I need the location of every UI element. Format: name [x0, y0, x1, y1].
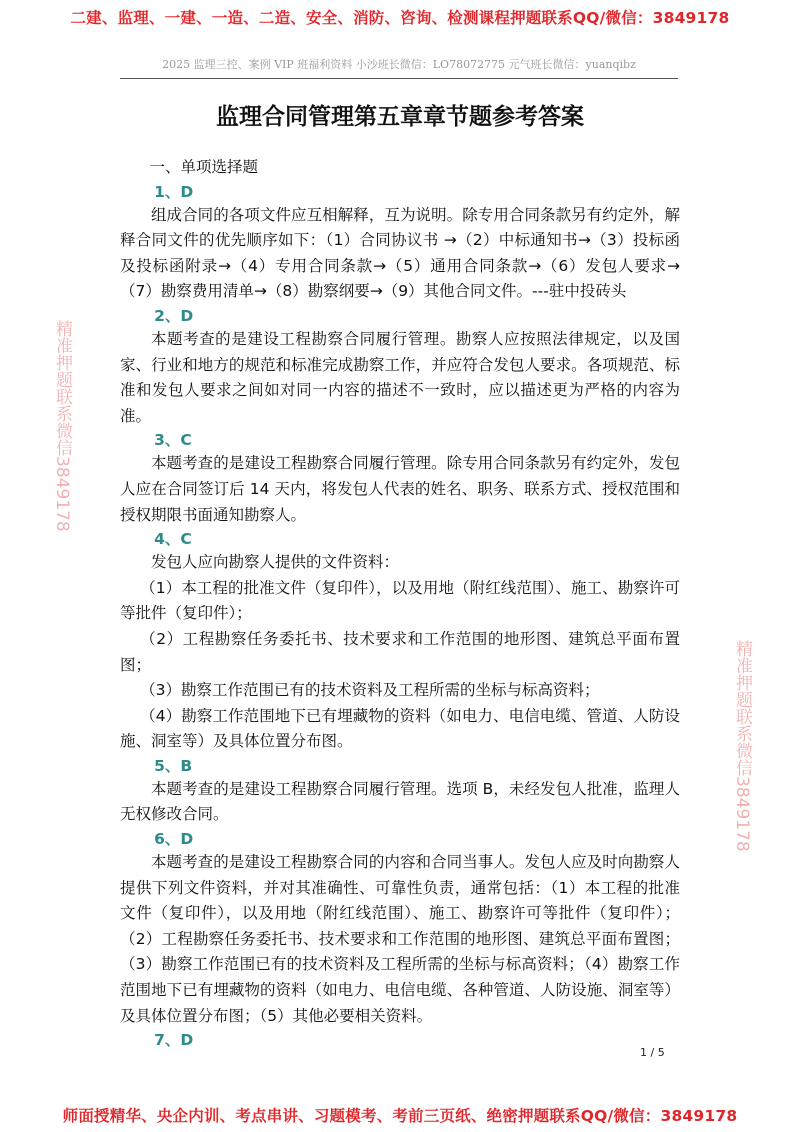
document-body	[120, 155, 680, 1051]
explanation: 本题考查的是建设工程勘察合同履行管理。勘察人应按照法律规定，以及国家、行业和地方的规范和标准完成勘察工作，并应符合发包人要求。各项规范、标准和发包人要求之间如对同一内容的描述不一致时，应以描述更为严格的内容为准。	[120, 329, 680, 425]
answer-label: 3、C	[154, 431, 192, 450]
bottom-banner: 师面授精华、央企内训、考点串讲、习题模考、考前三页纸、绝密押题联系QQ/微信：3849178	[62, 1107, 738, 1125]
list-item: （1）本工程的批准文件（复印件），以及用地（附红线范围）、施工、勘察许可等批件（复印件）；	[120, 578, 680, 623]
explanation: 发包人应向勘察人提供的文件资料：	[151, 553, 400, 572]
explanation: 组成合同的各项文件应互相解释，互为说明。除专用合同条款另有约定外，解释合同文件的优先顺序如下：（1）合同协议书 →（2）中标通知书→（3）投标函及投标函附录→（4）专用合同条款→（5）通用合同条款→（6）发包人要求→（7）勘察费用清单→（8）勘察纲要→（9）其他合同文件。---驻中投砖头	[120, 205, 680, 301]
answer-label: 7、D	[154, 1031, 194, 1050]
watermark: 精准押题联系微信3849178	[52, 320, 72, 532]
answer-label: 1、D	[154, 182, 194, 201]
explanation: 本题考查的是建设工程勘察合同履行管理。除专用合同条款另有约定外，发包人应在合同签订后 14 天内，将发包人代表的姓名、职务、联系方式、授权范围和授权期限书面通知勘察人。	[120, 454, 680, 524]
top-banner: 二建、监理、一建、一造、二造、安全、消防、咨询、检测课程押题联系QQ/微信：3849178	[70, 9, 730, 27]
list-item: （3）勘察工作范围已有的技术资料及工程所需的坐标与标高资料；	[140, 681, 600, 700]
explanation: 本题考查的是建设工程勘察合同的内容和合同当事人。发包人应及时向勘察人提供下列文件资料，并对其准确性、可靠性负责，通常包括：（1）本工程的批准文件（复印件），以及用地（附红线范围）、施工、勘察许可等批件（复印件）；（2）工程勘察任务委托书、技术要求和工作范围的地形图、建筑总平面布置图；（3）勘察工作范围已有的技术资料及工程所需的坐标与标高资料；（4）勘察工作范围地下已有埋藏物的资料（如电力、电信电缆、各种管道、人防设施、洞室等）及具体位置分布图；（5）其他必要相关资料。	[120, 853, 680, 1025]
answer-label: 4、C	[154, 530, 192, 549]
page-header: 2025 监理三控、案例 VIP 班福利资料 小沙班长微信：LO78072775 元气班长微信：yuanqibz	[120, 56, 678, 79]
answer-label: 2、D	[154, 306, 194, 325]
page-number: 1 / 5	[640, 1046, 665, 1059]
document-title: 监理合同管理第五章章节题参考答案	[216, 104, 584, 130]
explanation: 本题考查的是建设工程勘察合同履行管理。选项 B，未经发包人批准，监理人无权修改合同。	[120, 779, 680, 824]
watermark: 精准押题联系微信3849178	[732, 640, 752, 852]
list-item: （2）工程勘察任务委托书、技术要求和工作范围的地形图、建筑总平面布置图；	[120, 629, 680, 674]
list-item: （4）勘察工作范围地下已有埋藏物的资料（如电力、电信电缆、管道、人防设施、洞室等）及具体位置分布图。	[120, 706, 680, 751]
answer-label: 5、B	[154, 756, 193, 775]
answer-label: 6、D	[154, 830, 194, 849]
section-heading: 一、单项选择题	[149, 158, 258, 176]
